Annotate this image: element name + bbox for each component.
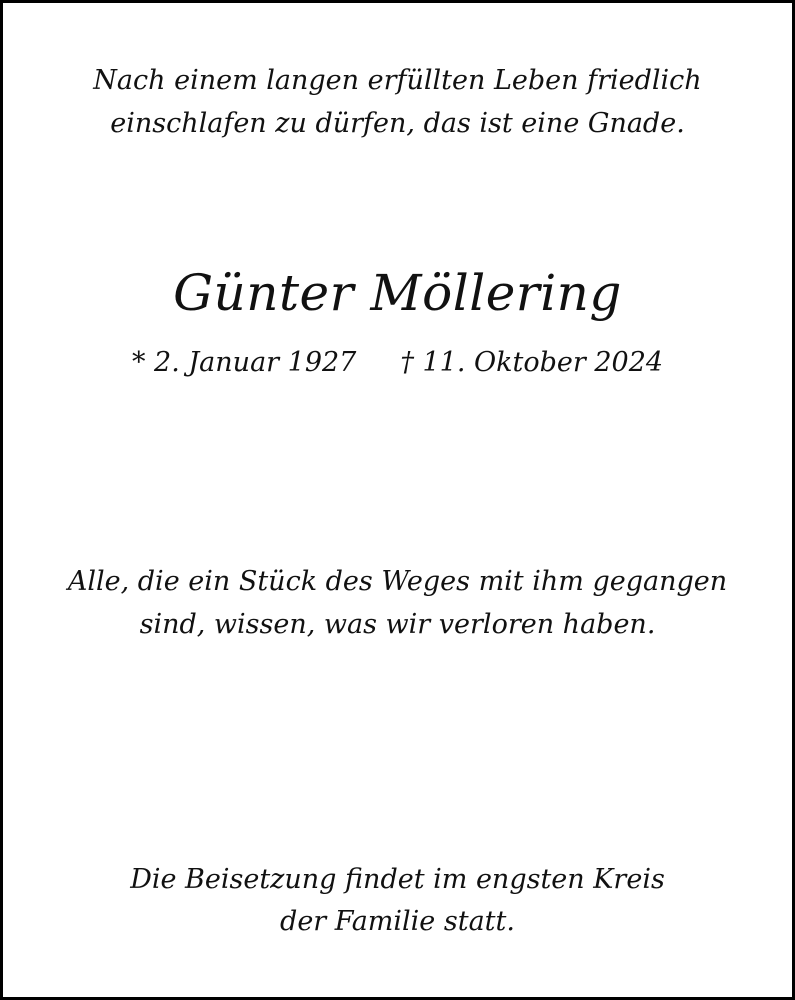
birth-date: * 2. Januar 1927 [131, 347, 357, 378]
intro-line-2: einschlafen zu dürfen, das ist eine Gnade. [110, 108, 685, 139]
deceased-name: Günter Möllering [173, 264, 622, 322]
quote-line-1: Alle, die ein Stück des Weges mit ihm gegangen [67, 566, 728, 597]
burial-line-1: Die Beisetzung findet im engsten Kreis [130, 864, 665, 895]
remembrance-quote [3, 560, 792, 646]
death-date: † 11. Oktober 2024 [400, 347, 664, 378]
quote-line-2: sind, wissen, was wir verloren haben. [139, 609, 656, 640]
burial-line-2: der Familie statt. [280, 906, 515, 937]
burial-notice [3, 859, 792, 943]
intro-line-1: Nach einem langen erfüllten Leben friedlich [93, 65, 702, 96]
intro-verse [3, 59, 792, 145]
life-dates [3, 343, 792, 383]
